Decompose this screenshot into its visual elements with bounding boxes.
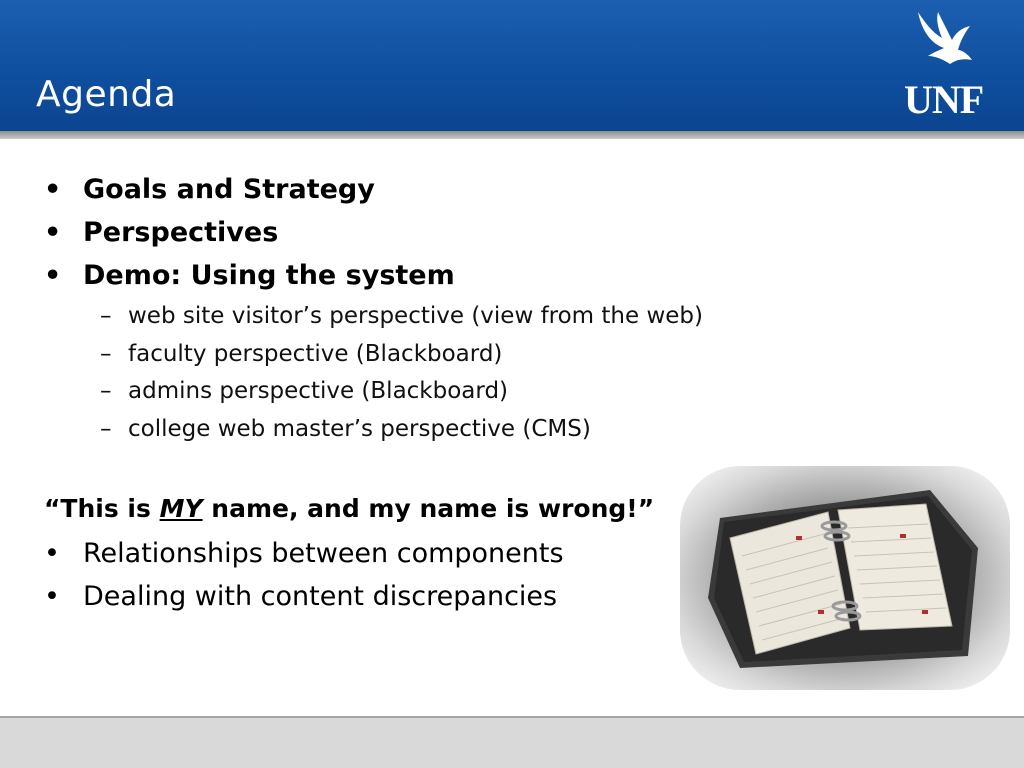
slide-title: Agenda [36, 74, 177, 115]
bullet-glyph: • [44, 174, 62, 205]
bullet-item [44, 538, 564, 570]
sub-bullet-text: faculty perspective (Blackboard) [128, 341, 503, 367]
bullet-text: Relationships between components [83, 538, 564, 569]
dash-glyph: – [100, 416, 112, 442]
sub-bullet-item [100, 415, 591, 443]
slide-footer [0, 716, 1024, 768]
bullet-glyph: • [44, 217, 62, 248]
dash-glyph: – [100, 341, 112, 367]
bullet-glyph: • [44, 538, 60, 569]
day-planner-image [700, 478, 990, 674]
bullet-text: Dealing with content discrepancies [83, 581, 558, 612]
quote-heading [44, 494, 654, 523]
bullet-item [44, 581, 557, 613]
bullet-text: Goals and Strategy [83, 174, 375, 205]
dash-glyph: – [100, 303, 112, 329]
bullet-item [44, 174, 375, 206]
bullet-text: Perspectives [83, 217, 279, 248]
sub-bullet-item [100, 302, 703, 330]
bullet-glyph: • [44, 581, 60, 612]
quote-after: name, and my name is wrong!” [202, 494, 655, 523]
bullet-text: Demo: Using the system [83, 260, 455, 291]
logo-text: UNF [904, 77, 984, 122]
sub-bullet-item [100, 377, 508, 405]
quote-emphasis: MY [159, 494, 203, 523]
bullet-item [44, 260, 455, 292]
dash-glyph: – [100, 378, 112, 404]
sub-bullet-text: admins perspective (Blackboard) [128, 378, 509, 404]
quote-before: “This is [44, 494, 160, 523]
bullet-item [44, 217, 278, 249]
sub-bullet-item [100, 340, 502, 368]
bullet-glyph: • [44, 260, 62, 291]
sub-bullet-text: college web master’s perspective (CMS) [128, 416, 591, 442]
sub-bullet-text: web site visitor’s perspective (view from the web) [128, 303, 703, 329]
